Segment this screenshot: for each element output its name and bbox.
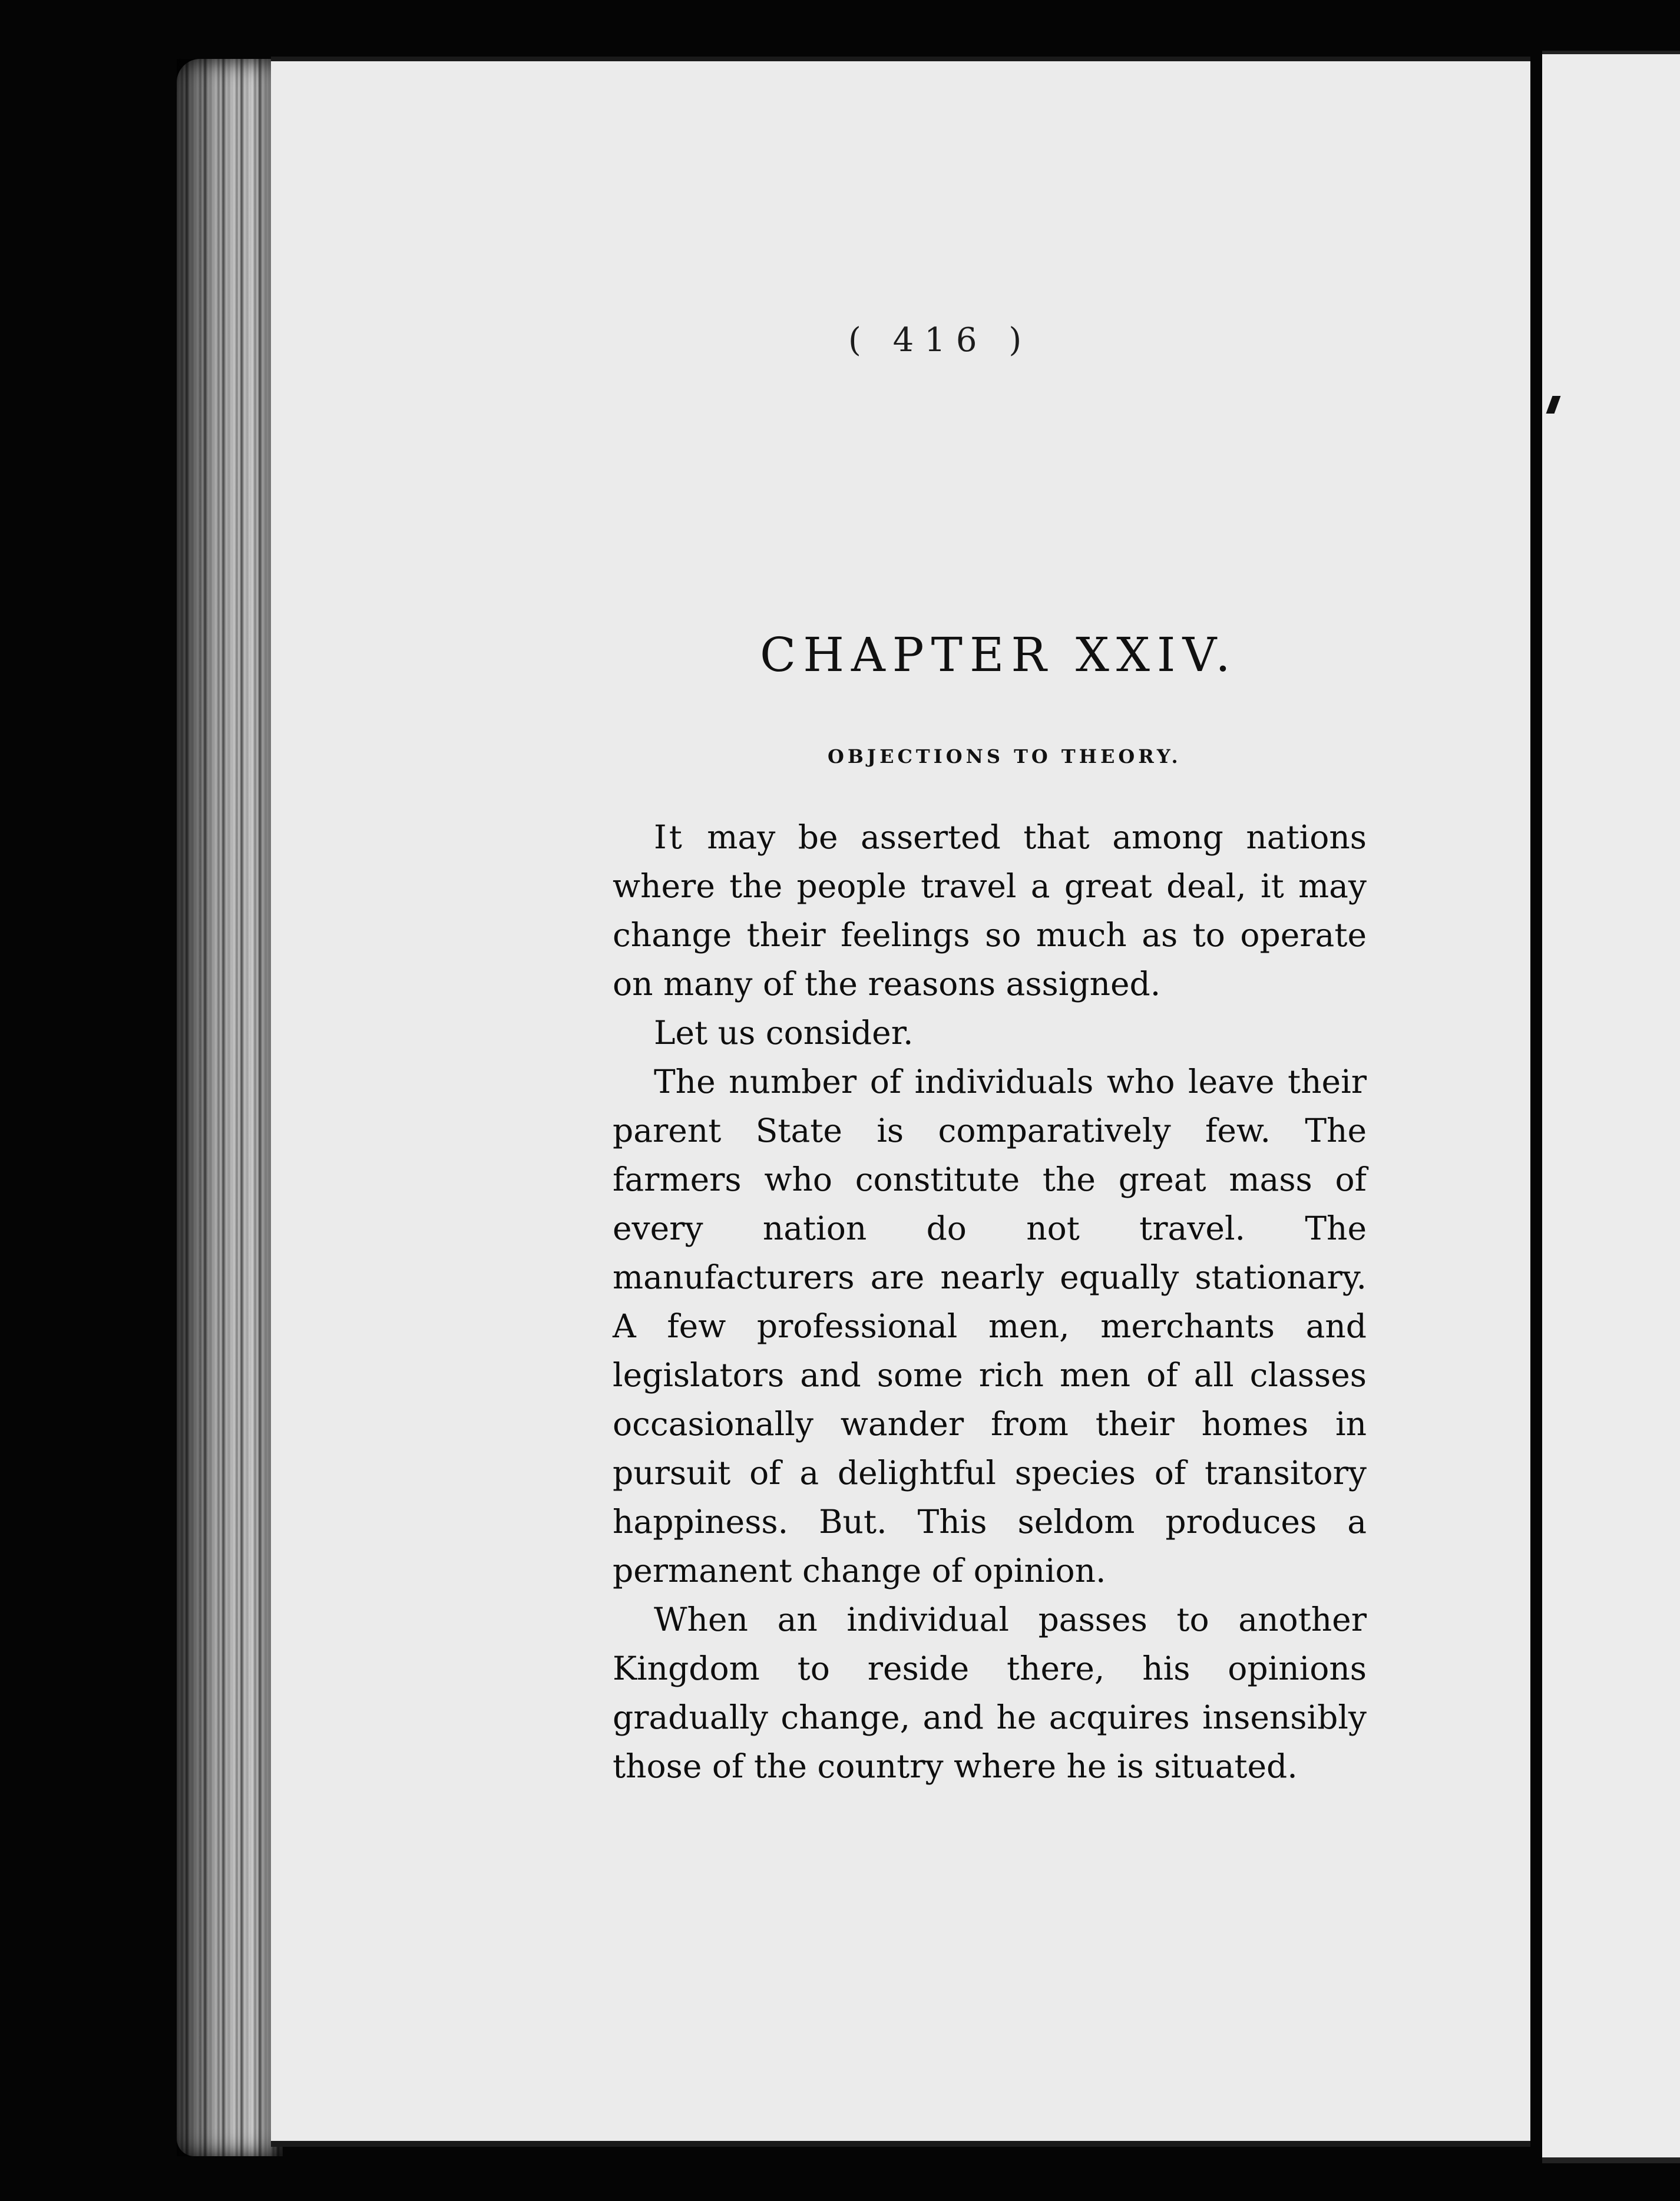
chapter-title: CHAPTER XXIV.: [760, 627, 1238, 682]
ink-mark: [1546, 396, 1561, 414]
paragraph: [613, 813, 1367, 1009]
body-text: [613, 813, 1367, 1791]
book-gutter: [1530, 53, 1542, 2150]
facing-page: [1542, 51, 1680, 2163]
paragraph: When an individual passes to another Kingdom to reside there, his opinions gradually change, and he acquires insensibly those of the country where he is situated.: [613, 1601, 1367, 1785]
paragraph-text: may be asserted that among nations where the people travel a great deal, it may change their feelings so much as to operate on many of the reasons assigned.: [613, 818, 1367, 1003]
paragraph: Let us consider.: [654, 1014, 914, 1052]
chapter-subtitle: OBJECTIONS TO THEORY.: [828, 745, 1182, 768]
first-word: It: [654, 818, 684, 856]
paragraph: The number of individuals who leave their parent State is comparatively few. The farmers who constitute the great mass of every nation do not travel. The manufacturers are nearly equally stationary. A few professional men, merchants and legislators and some rich men of all classes occasionally wander from their homes in pursuit of a delightful species of transitory happiness. But. This seldom produces a permanent change of opinion.: [613, 1063, 1367, 1589]
page-number: ( 416 ): [848, 321, 1033, 359]
book-page-edges: [177, 59, 283, 2156]
